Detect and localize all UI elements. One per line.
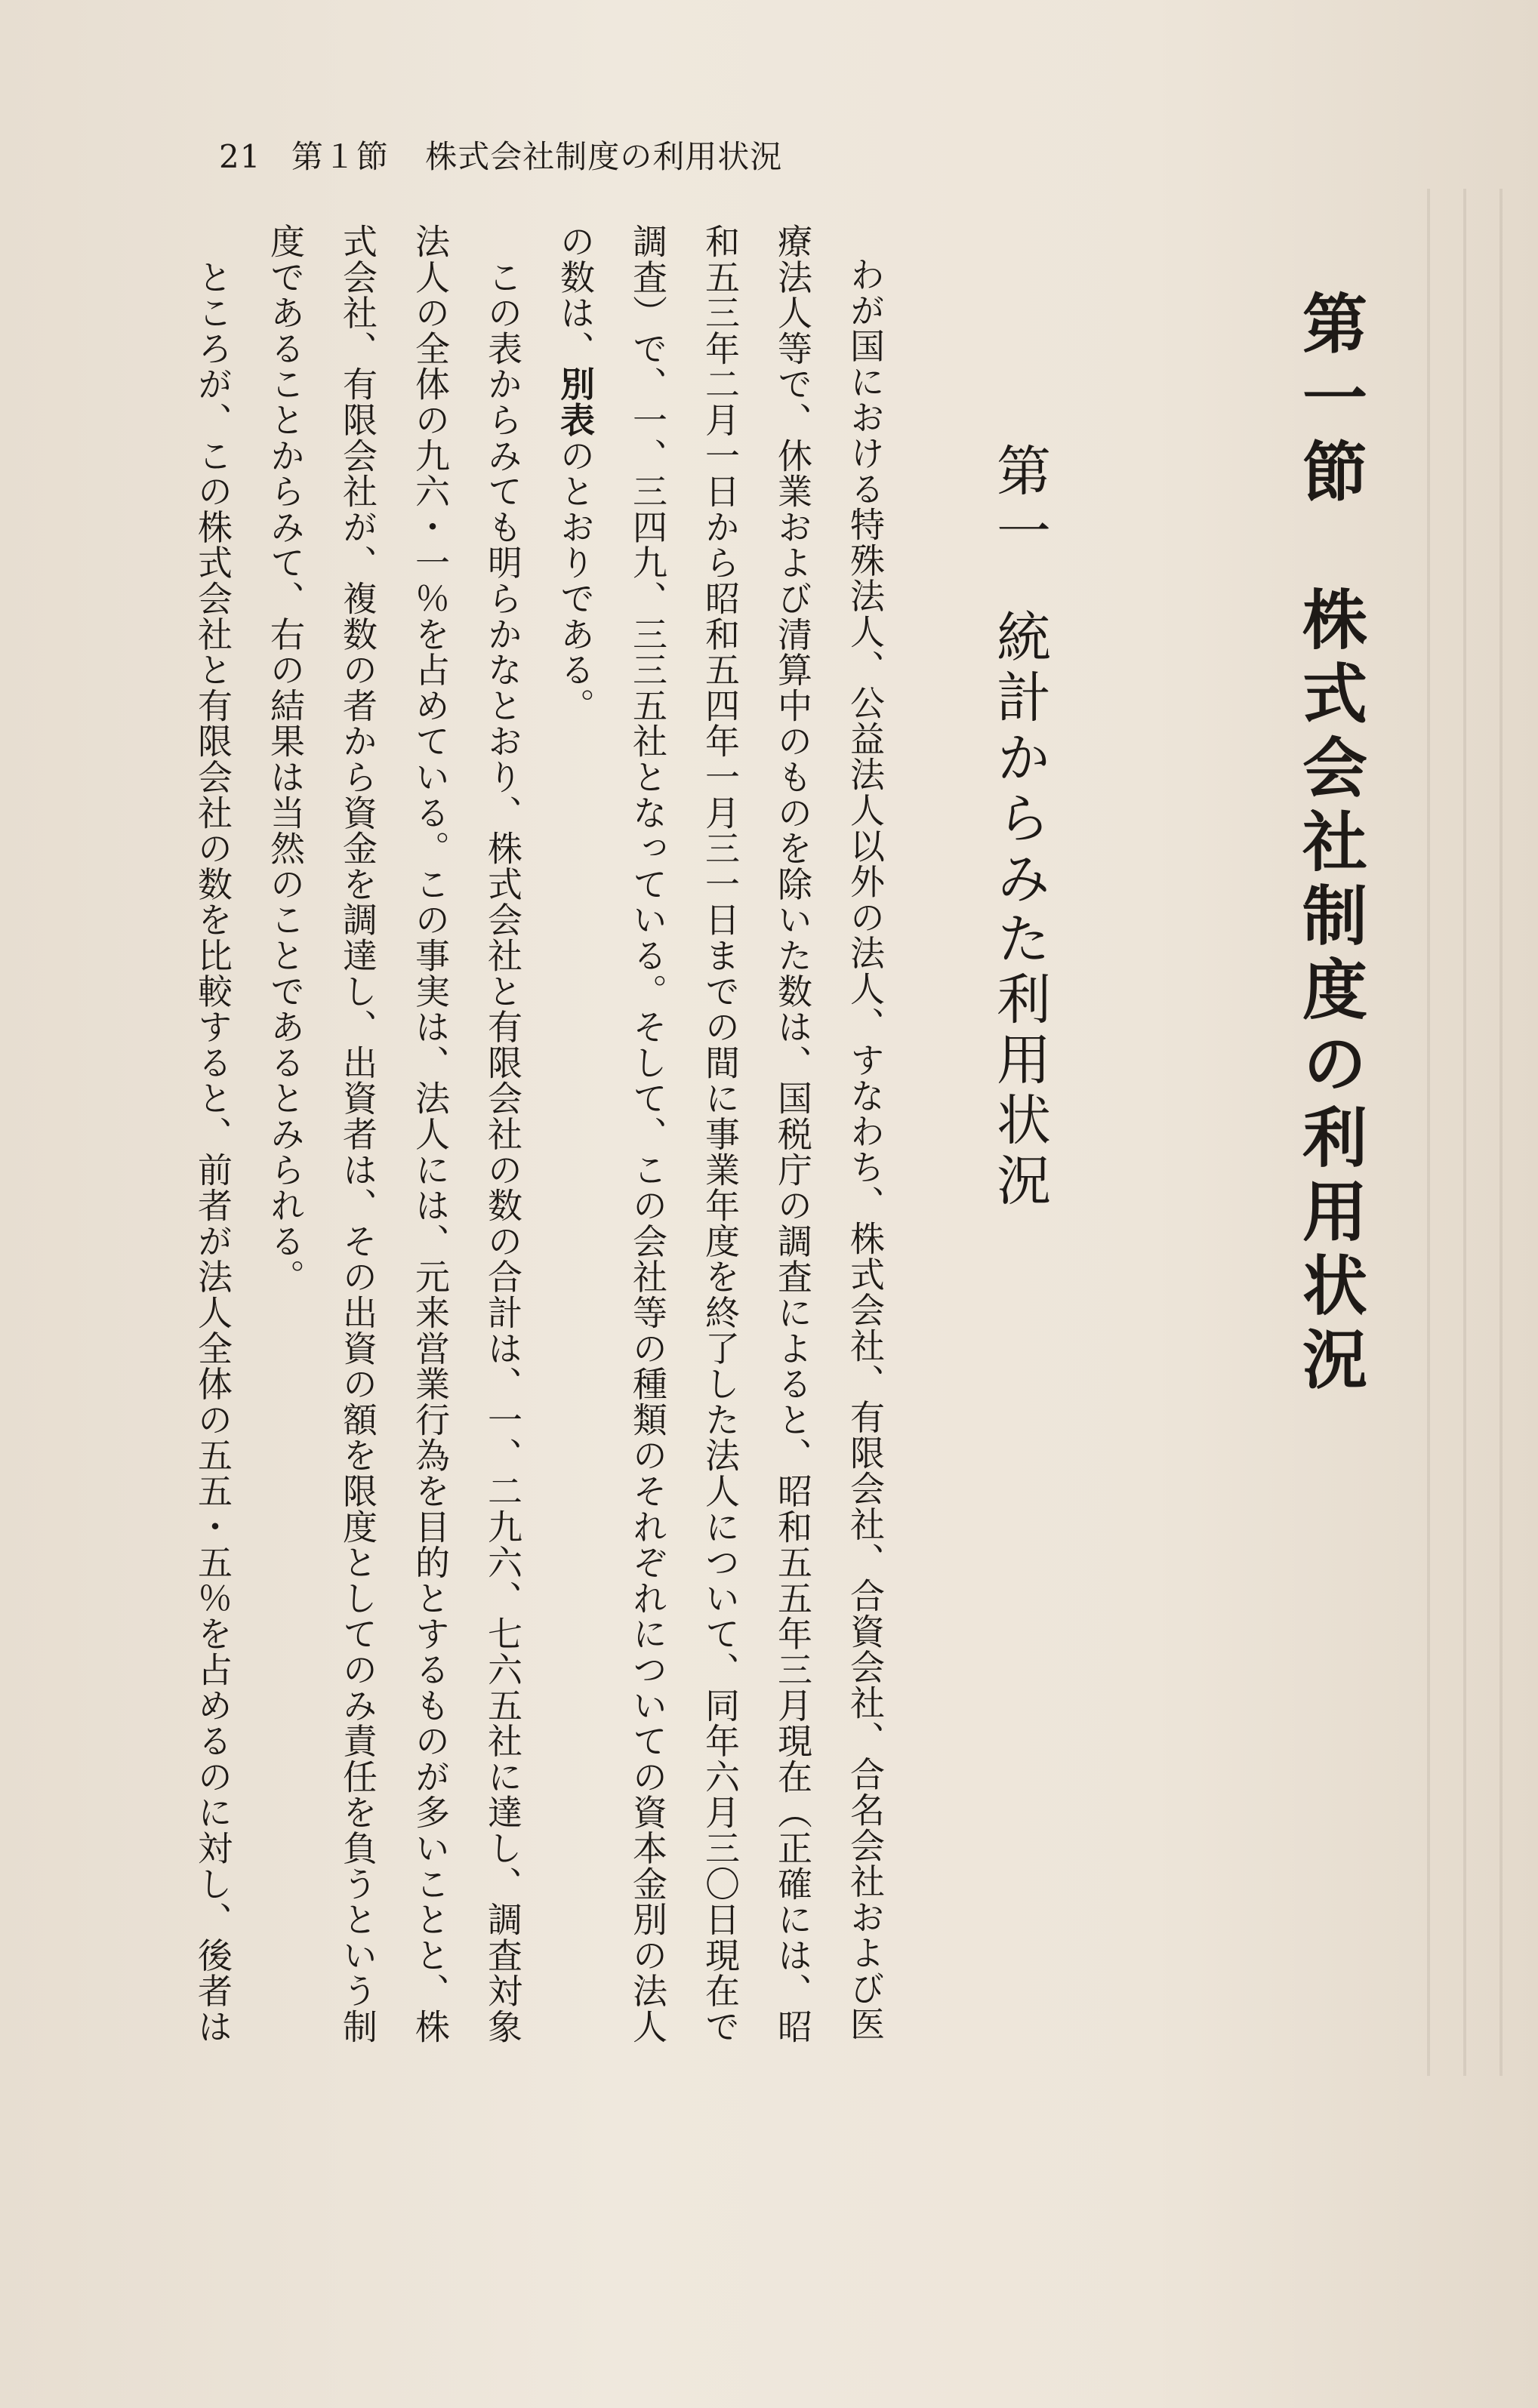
text-column-9: 度であることからみて、右の結果は当然のことであるとみられる。 xyxy=(265,223,306,1295)
text-column-2: 療法人等で、休業および清算中のものを除いた数は、国税庁の調査によると、昭和五五年三月現在（正確には、昭 xyxy=(772,223,813,2045)
subsection-title xyxy=(985,442,1054,1212)
text-column-6: この表からみても明らかなとおり、株式会社と有限会社の数の合計は、一、二九六、七六五社に達し、調査対象 xyxy=(482,223,523,2045)
show-through-text xyxy=(1404,189,1525,2076)
text-column-4: 調査）で、一、三四九、三三五社となっている。そして、この会社等の種類のそれぞれについての資本金別の法人 xyxy=(627,223,668,2045)
text-column-5 xyxy=(539,223,612,723)
section-title: 第一節 株式会社制度の利用状況 xyxy=(1291,290,1367,1400)
text-column-5-a: の数は、 xyxy=(555,223,596,367)
text-column-1: わが国における特殊法人、公益法人以外の法人、すなわち、株式会社、有限会社、合資会社、合名会社および医 xyxy=(845,257,886,2042)
running-head-title: 株式会社制度の利用状況 xyxy=(425,138,783,175)
subsection-heading: 統計からみた利用状況 xyxy=(988,608,1051,1212)
text-column-10: ところが、この株式会社と有限会社の数を比較すると、前者が法人全体の五五・五％を占めるのに対し、後者は xyxy=(193,223,233,2045)
running-head xyxy=(219,134,782,180)
text-column-7: 法人の全体の九六・一％を占めている。この事実は、法人には、元来営業行為を目的とするものが多いことと、株 xyxy=(410,223,451,2045)
running-head-section: 第１節 xyxy=(291,138,389,175)
page-number: 21 xyxy=(219,138,261,175)
text-column-8: 式会社、有限会社が、複数の者から資金を調達し、出資者は、その出資の額を限度としてのみ責任を負うという制 xyxy=(337,223,378,2045)
text-column-5-b: のとおりである。 xyxy=(555,437,596,724)
text-column-3: 和五三年二月一日から昭和五四年一月三一日までの間に事業年度を終了した法人について、同年六月三〇日現在で xyxy=(700,223,741,2045)
subsection-number: 第一 xyxy=(988,442,1051,563)
annex-table-reference: 別表 xyxy=(555,366,596,438)
